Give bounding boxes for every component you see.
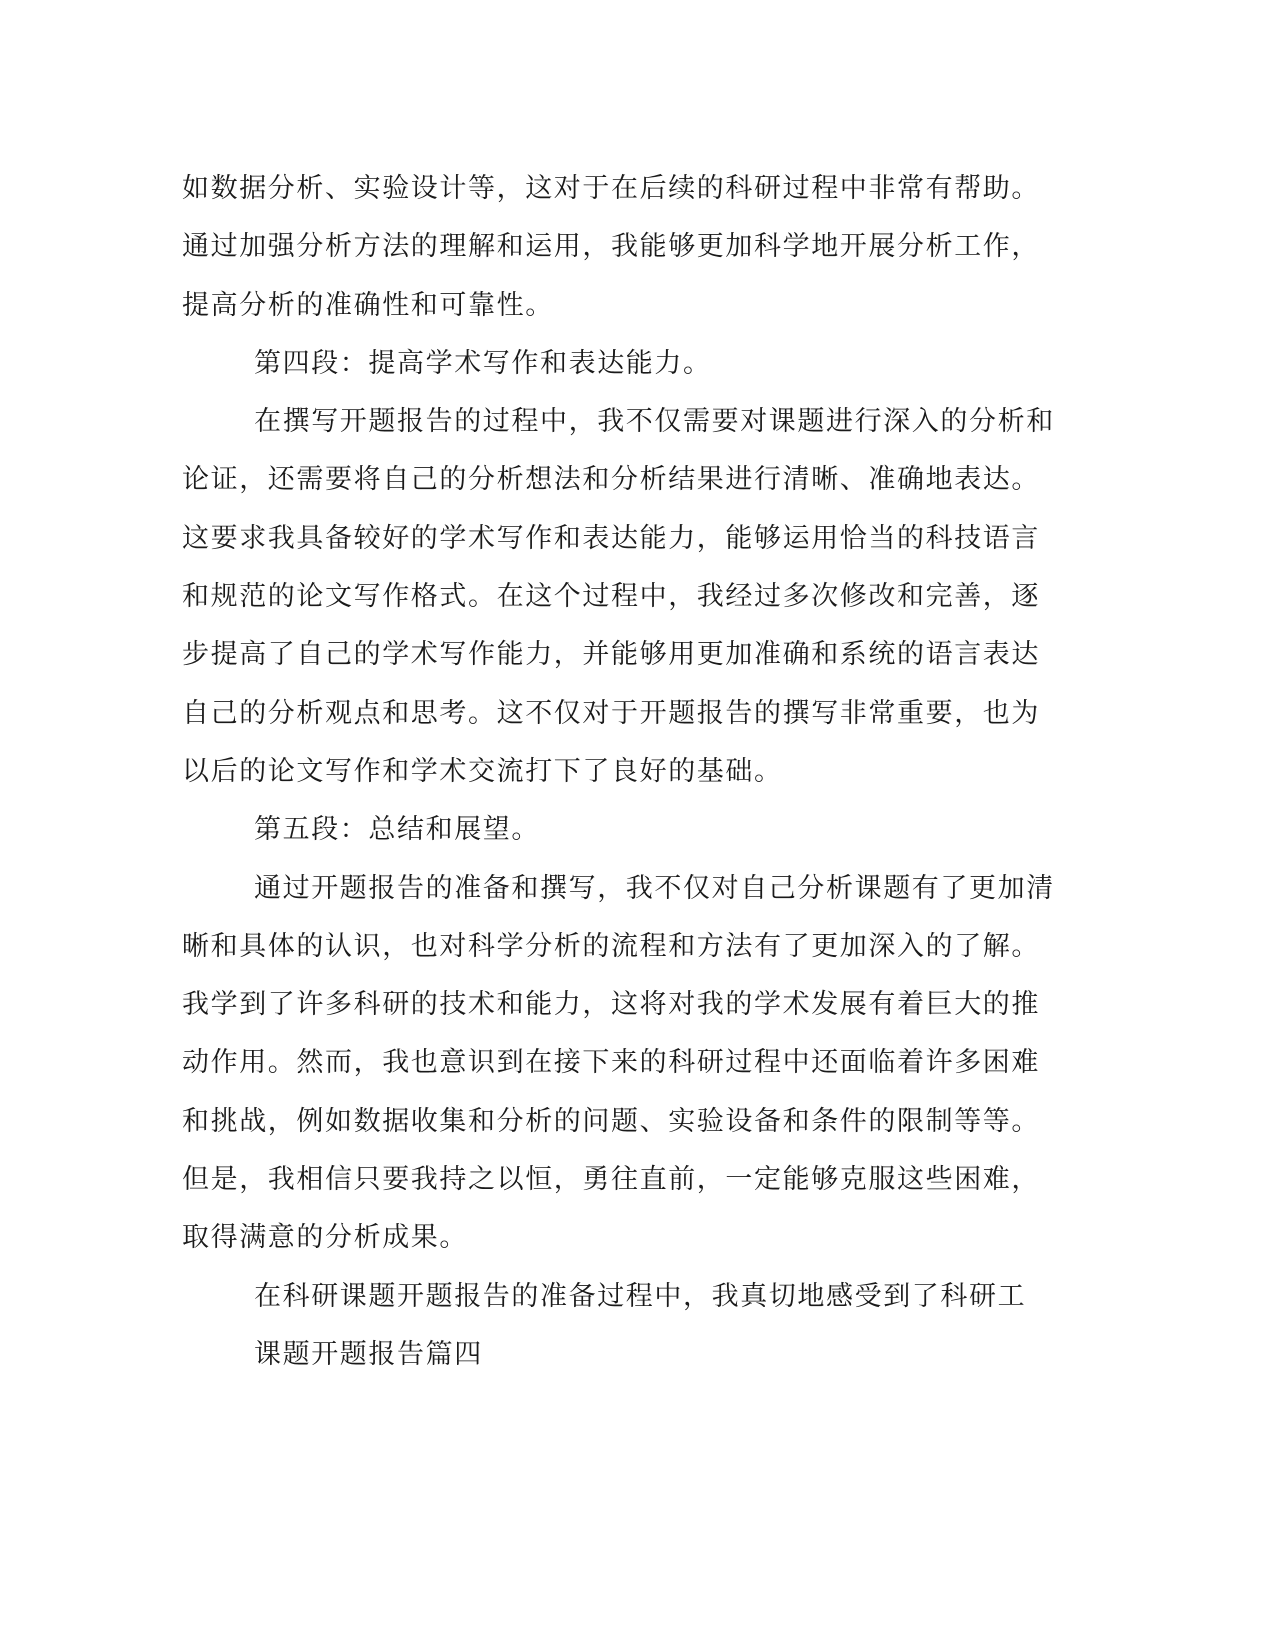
text-line: 取得满意的分析成果。 (182, 1222, 468, 1254)
text-line: 这要求我具备较好的学术写作和表达能力，能够运用恰当的科技语言 (182, 522, 1040, 554)
text-line: 我学到了许多科研的技术和能力，这将对我的学术发展有着巨大的推 (182, 989, 1040, 1021)
text-line: 步提高了自己的学术写作能力，并能够用更加准确和系统的语言表达 (182, 639, 1040, 671)
text-line: 但是，我相信只要我持之以恒，勇往直前，一定能够克服这些困难， (182, 1164, 1040, 1196)
text-line: 提高分析的准确性和可靠性。 (182, 289, 554, 321)
document-body (182, 160, 1062, 1384)
text-line: 通过开题报告的准备和撰写，我不仅对自己分析课题有了更加清 (254, 872, 1055, 904)
text-line: 在撰写开题报告的过程中，我不仅需要对课题进行深入的分析和 (254, 406, 1055, 438)
text-line: 如数据分析、实验设计等，这对于在后续的科研过程中非常有帮助。 (182, 173, 1040, 204)
text-line: 和规范的论文写作格式。在这个过程中，我经过多次修改和完善，逐 (182, 581, 1040, 613)
text-line: 以后的论文写作和学术交流打下了良好的基础。 (182, 755, 783, 787)
text-line: 第四段：提高学术写作和表达能力。 (254, 347, 712, 379)
text-line: 动作用。然而，我也意识到在接下来的科研过程中还面临着许多困难 (182, 1047, 1040, 1079)
text-line: 晰和具体的认识，也对科学分析的流程和方法有了更加深入的了解。 (182, 930, 1040, 962)
text-line: 和挑战，例如数据收集和分析的问题、实验设备和条件的限制等等。 (182, 1105, 1040, 1137)
text-line: 课题开题报告篇四 (254, 1338, 483, 1370)
text-line: 自己的分析观点和思考。这不仅对于开题报告的撰写非常重要，也为 (182, 697, 1040, 729)
text-line: 在科研课题开题报告的准备过程中，我真切地感受到了科研工 (254, 1280, 1027, 1312)
text-line: 论证，还需要将自己的分析想法和分析结果进行清晰、准确地表达。 (182, 464, 1040, 496)
text-line: 第五段：总结和展望。 (254, 814, 540, 846)
text-line: 通过加强分析方法的理解和运用，我能够更加科学地开展分析工作， (182, 231, 1040, 263)
